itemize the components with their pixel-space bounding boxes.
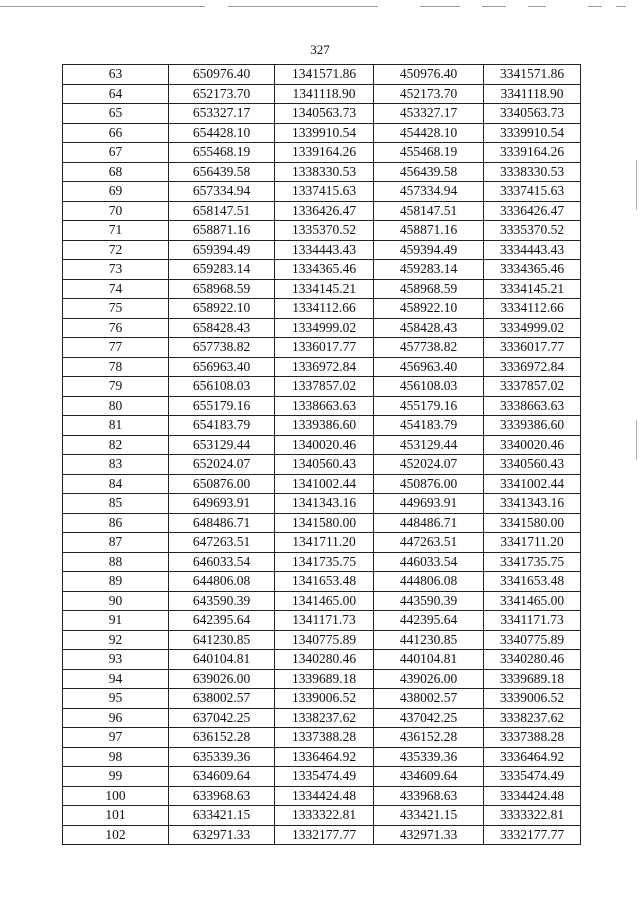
- coord-y1-cell: 1334112.66: [275, 299, 374, 319]
- coord-x2-cell: 458968.59: [374, 279, 484, 299]
- coord-x1-cell: 635339.36: [169, 747, 275, 767]
- coord-x2-cell: 439026.00: [374, 669, 484, 689]
- point-number-cell: 100: [63, 786, 169, 806]
- coord-x2-cell: 435339.36: [374, 747, 484, 767]
- table-row: [63, 767, 581, 787]
- coord-x1-cell: 633968.63: [169, 786, 275, 806]
- header-rule: [0, 6, 640, 7]
- coord-y1-cell: 1339164.26: [275, 143, 374, 163]
- coord-y2-cell: 3341171.73: [484, 611, 581, 631]
- table-row: [63, 396, 581, 416]
- table-row: [63, 182, 581, 202]
- scan-edge-mark: [636, 160, 637, 210]
- coord-y1-cell: 1337857.02: [275, 377, 374, 397]
- coord-x2-cell: 432971.33: [374, 825, 484, 845]
- table-row: [63, 357, 581, 377]
- point-number-cell: 101: [63, 806, 169, 826]
- coord-y1-cell: 1340280.46: [275, 650, 374, 670]
- table-row: [63, 455, 581, 475]
- table-row: [63, 669, 581, 689]
- table-row: [63, 474, 581, 494]
- point-number-cell: 67: [63, 143, 169, 163]
- point-number-cell: 68: [63, 162, 169, 182]
- table-row: [63, 123, 581, 143]
- coord-x1-cell: 659394.49: [169, 240, 275, 260]
- point-number-cell: 66: [63, 123, 169, 143]
- coord-y1-cell: 1334145.21: [275, 279, 374, 299]
- coord-x2-cell: 448486.71: [374, 513, 484, 533]
- coord-x1-cell: 657738.82: [169, 338, 275, 358]
- coord-y2-cell: 3336426.47: [484, 201, 581, 221]
- point-number-cell: 87: [63, 533, 169, 553]
- point-number-cell: 79: [63, 377, 169, 397]
- coord-y2-cell: 3339910.54: [484, 123, 581, 143]
- coord-x1-cell: 640104.81: [169, 650, 275, 670]
- coord-y2-cell: 3341580.00: [484, 513, 581, 533]
- point-number-cell: 73: [63, 260, 169, 280]
- table-row: [63, 572, 581, 592]
- coord-x2-cell: 436152.28: [374, 728, 484, 748]
- coord-y2-cell: 3341002.44: [484, 474, 581, 494]
- coord-x1-cell: 658147.51: [169, 201, 275, 221]
- point-number-cell: 81: [63, 416, 169, 436]
- coord-x1-cell: 632971.33: [169, 825, 275, 845]
- table-row: [63, 611, 581, 631]
- point-number-cell: 88: [63, 552, 169, 572]
- table-row: [63, 806, 581, 826]
- coord-y2-cell: 3334443.43: [484, 240, 581, 260]
- coord-y1-cell: 1341580.00: [275, 513, 374, 533]
- coord-x1-cell: 658871.16: [169, 221, 275, 241]
- coord-y2-cell: 3334365.46: [484, 260, 581, 280]
- table-row: [63, 318, 581, 338]
- point-number-cell: 76: [63, 318, 169, 338]
- table-row: [63, 786, 581, 806]
- coord-y1-cell: 1332177.77: [275, 825, 374, 845]
- coord-y2-cell: 3339164.26: [484, 143, 581, 163]
- coord-x2-cell: 453129.44: [374, 435, 484, 455]
- coord-x1-cell: 650876.00: [169, 474, 275, 494]
- coord-x2-cell: 449693.91: [374, 494, 484, 514]
- coord-y1-cell: 1335370.52: [275, 221, 374, 241]
- table-row: [63, 221, 581, 241]
- table-row: [63, 299, 581, 319]
- coord-x1-cell: 650976.40: [169, 65, 275, 85]
- point-number-cell: 89: [63, 572, 169, 592]
- coord-y2-cell: 3338330.53: [484, 162, 581, 182]
- table-row: [63, 513, 581, 533]
- coord-x2-cell: 444806.08: [374, 572, 484, 592]
- coord-y1-cell: 1339689.18: [275, 669, 374, 689]
- coord-x2-cell: 446033.54: [374, 552, 484, 572]
- coord-y2-cell: 3341343.16: [484, 494, 581, 514]
- coord-y2-cell: 3341653.48: [484, 572, 581, 592]
- coord-x1-cell: 648486.71: [169, 513, 275, 533]
- page-number: 327: [310, 42, 330, 57]
- point-number-cell: 78: [63, 357, 169, 377]
- coord-y2-cell: 3340020.46: [484, 435, 581, 455]
- point-number-cell: 75: [63, 299, 169, 319]
- table-row: [63, 162, 581, 182]
- coord-y2-cell: 3341711.20: [484, 533, 581, 553]
- point-number-cell: 72: [63, 240, 169, 260]
- point-number-cell: 90: [63, 591, 169, 611]
- point-number-cell: 96: [63, 708, 169, 728]
- table-row: [63, 65, 581, 85]
- coord-x1-cell: 653327.17: [169, 104, 275, 124]
- coord-x2-cell: 457334.94: [374, 182, 484, 202]
- coord-x2-cell: 438002.57: [374, 689, 484, 709]
- coord-y2-cell: 3338237.62: [484, 708, 581, 728]
- coord-y1-cell: 1341571.86: [275, 65, 374, 85]
- point-number-cell: 95: [63, 689, 169, 709]
- coord-y1-cell: 1335474.49: [275, 767, 374, 787]
- coord-x1-cell: 643590.39: [169, 591, 275, 611]
- coord-y2-cell: 3336464.92: [484, 747, 581, 767]
- coord-y2-cell: 3338663.63: [484, 396, 581, 416]
- coord-y1-cell: 1341735.75: [275, 552, 374, 572]
- coord-y1-cell: 1336464.92: [275, 747, 374, 767]
- coord-x1-cell: 658428.43: [169, 318, 275, 338]
- coord-y1-cell: 1339006.52: [275, 689, 374, 709]
- coord-x2-cell: 455179.16: [374, 396, 484, 416]
- point-number-cell: 63: [63, 65, 169, 85]
- point-number-cell: 70: [63, 201, 169, 221]
- table-row: [63, 84, 581, 104]
- coord-x2-cell: 459394.49: [374, 240, 484, 260]
- table-row: [63, 260, 581, 280]
- table-row: [63, 708, 581, 728]
- coord-x2-cell: 455468.19: [374, 143, 484, 163]
- coord-y1-cell: 1340560.43: [275, 455, 374, 475]
- point-number-cell: 80: [63, 396, 169, 416]
- coord-x2-cell: 441230.85: [374, 630, 484, 650]
- coord-x1-cell: 639026.00: [169, 669, 275, 689]
- coord-y1-cell: 1340775.89: [275, 630, 374, 650]
- coord-y1-cell: 1337415.63: [275, 182, 374, 202]
- coord-x2-cell: 450976.40: [374, 65, 484, 85]
- coordinates-table: [62, 64, 581, 845]
- coord-y2-cell: 3336972.84: [484, 357, 581, 377]
- coord-y1-cell: 1338237.62: [275, 708, 374, 728]
- coord-y2-cell: 3339386.60: [484, 416, 581, 436]
- table-row: [63, 494, 581, 514]
- point-number-cell: 82: [63, 435, 169, 455]
- coord-y2-cell: 3337388.28: [484, 728, 581, 748]
- coord-y1-cell: 1341118.90: [275, 84, 374, 104]
- coord-x1-cell: 652173.70: [169, 84, 275, 104]
- point-number-cell: 85: [63, 494, 169, 514]
- coord-y1-cell: 1334365.46: [275, 260, 374, 280]
- coord-x1-cell: 656963.40: [169, 357, 275, 377]
- coord-x2-cell: 458428.43: [374, 318, 484, 338]
- table-row: [63, 338, 581, 358]
- coord-y2-cell: 3335370.52: [484, 221, 581, 241]
- coord-y1-cell: 1340020.46: [275, 435, 374, 455]
- coord-y2-cell: 3341571.86: [484, 65, 581, 85]
- coord-y2-cell: 3339006.52: [484, 689, 581, 709]
- table-row: [63, 104, 581, 124]
- table-row: [63, 630, 581, 650]
- coord-y1-cell: 1341002.44: [275, 474, 374, 494]
- coord-y2-cell: 3340563.73: [484, 104, 581, 124]
- coord-x1-cell: 642395.64: [169, 611, 275, 631]
- coord-x1-cell: 655468.19: [169, 143, 275, 163]
- coord-x1-cell: 637042.25: [169, 708, 275, 728]
- coord-x2-cell: 453327.17: [374, 104, 484, 124]
- table-row: [63, 201, 581, 221]
- coord-y2-cell: 3334145.21: [484, 279, 581, 299]
- coord-x2-cell: 442395.64: [374, 611, 484, 631]
- coord-y1-cell: 1336426.47: [275, 201, 374, 221]
- point-number-cell: 92: [63, 630, 169, 650]
- coord-y2-cell: 3341735.75: [484, 552, 581, 572]
- coord-x1-cell: 655179.16: [169, 396, 275, 416]
- point-number-cell: 99: [63, 767, 169, 787]
- coord-x1-cell: 636152.28: [169, 728, 275, 748]
- table-row: [63, 435, 581, 455]
- coord-y2-cell: 3335474.49: [484, 767, 581, 787]
- coord-x1-cell: 641230.85: [169, 630, 275, 650]
- coord-y1-cell: 1341343.16: [275, 494, 374, 514]
- coord-x1-cell: 652024.07: [169, 455, 275, 475]
- coord-x1-cell: 653129.44: [169, 435, 275, 455]
- coord-y1-cell: 1334443.43: [275, 240, 374, 260]
- coord-x1-cell: 634609.64: [169, 767, 275, 787]
- coord-y2-cell: 3337415.63: [484, 182, 581, 202]
- coord-y2-cell: 3340280.46: [484, 650, 581, 670]
- coord-x1-cell: 649693.91: [169, 494, 275, 514]
- coord-x2-cell: 456108.03: [374, 377, 484, 397]
- table-row: [63, 533, 581, 553]
- coord-x1-cell: 658968.59: [169, 279, 275, 299]
- coord-x2-cell: 458147.51: [374, 201, 484, 221]
- coord-x2-cell: 452173.70: [374, 84, 484, 104]
- coord-y2-cell: 3341118.90: [484, 84, 581, 104]
- coord-x2-cell: 452024.07: [374, 455, 484, 475]
- coord-x2-cell: 450876.00: [374, 474, 484, 494]
- table-row: [63, 825, 581, 845]
- point-number-cell: 86: [63, 513, 169, 533]
- coord-x1-cell: 658922.10: [169, 299, 275, 319]
- scan-edge-mark: [636, 420, 637, 460]
- coord-y1-cell: 1337388.28: [275, 728, 374, 748]
- coord-y2-cell: 3334424.48: [484, 786, 581, 806]
- coord-x1-cell: 654428.10: [169, 123, 275, 143]
- coord-y2-cell: 3334999.02: [484, 318, 581, 338]
- coord-y2-cell: 3339689.18: [484, 669, 581, 689]
- point-number-cell: 71: [63, 221, 169, 241]
- table-row: [63, 728, 581, 748]
- coord-y1-cell: 1341171.73: [275, 611, 374, 631]
- point-number-cell: 91: [63, 611, 169, 631]
- coord-y2-cell: 3333322.81: [484, 806, 581, 826]
- coord-x2-cell: 454428.10: [374, 123, 484, 143]
- point-number-cell: 94: [63, 669, 169, 689]
- coord-x2-cell: 458871.16: [374, 221, 484, 241]
- coord-x2-cell: 440104.81: [374, 650, 484, 670]
- coord-x2-cell: 434609.64: [374, 767, 484, 787]
- coord-x1-cell: 633421.15: [169, 806, 275, 826]
- coord-y1-cell: 1334424.48: [275, 786, 374, 806]
- coord-x1-cell: 656108.03: [169, 377, 275, 397]
- coord-y2-cell: 3340560.43: [484, 455, 581, 475]
- coord-y2-cell: 3334112.66: [484, 299, 581, 319]
- point-number-cell: 77: [63, 338, 169, 358]
- table-row: [63, 747, 581, 767]
- coord-y1-cell: 1336972.84: [275, 357, 374, 377]
- coord-x1-cell: 657334.94: [169, 182, 275, 202]
- coord-x2-cell: 456439.58: [374, 162, 484, 182]
- point-number-cell: 97: [63, 728, 169, 748]
- coord-x1-cell: 647263.51: [169, 533, 275, 553]
- coord-x2-cell: 459283.14: [374, 260, 484, 280]
- coord-x1-cell: 644806.08: [169, 572, 275, 592]
- point-number-cell: 93: [63, 650, 169, 670]
- coord-y2-cell: 3336017.77: [484, 338, 581, 358]
- coord-x1-cell: 646033.54: [169, 552, 275, 572]
- table-row: [63, 650, 581, 670]
- table-row: [63, 143, 581, 163]
- table-row: [63, 377, 581, 397]
- coord-x2-cell: 457738.82: [374, 338, 484, 358]
- coord-y2-cell: 3332177.77: [484, 825, 581, 845]
- coord-x2-cell: 443590.39: [374, 591, 484, 611]
- coordinates-table-body: [63, 65, 581, 845]
- coord-y1-cell: 1338330.53: [275, 162, 374, 182]
- table-row: [63, 591, 581, 611]
- coord-x2-cell: 433421.15: [374, 806, 484, 826]
- coord-y1-cell: 1333322.81: [275, 806, 374, 826]
- coord-y2-cell: 3341465.00: [484, 591, 581, 611]
- point-number-cell: 102: [63, 825, 169, 845]
- coord-x1-cell: 659283.14: [169, 260, 275, 280]
- coord-x2-cell: 458922.10: [374, 299, 484, 319]
- coord-y1-cell: 1341465.00: [275, 591, 374, 611]
- coord-x2-cell: 447263.51: [374, 533, 484, 553]
- coord-x2-cell: 437042.25: [374, 708, 484, 728]
- coord-x1-cell: 638002.57: [169, 689, 275, 709]
- point-number-cell: 65: [63, 104, 169, 124]
- coord-y2-cell: 3337857.02: [484, 377, 581, 397]
- coord-y1-cell: 1341711.20: [275, 533, 374, 553]
- coord-x1-cell: 656439.58: [169, 162, 275, 182]
- coord-x1-cell: 654183.79: [169, 416, 275, 436]
- table-row: [63, 279, 581, 299]
- coord-y1-cell: 1339910.54: [275, 123, 374, 143]
- point-number-cell: 83: [63, 455, 169, 475]
- coord-y1-cell: 1336017.77: [275, 338, 374, 358]
- point-number-cell: 74: [63, 279, 169, 299]
- coord-x2-cell: 454183.79: [374, 416, 484, 436]
- coord-y1-cell: 1334999.02: [275, 318, 374, 338]
- point-number-cell: 69: [63, 182, 169, 202]
- table-row: [63, 689, 581, 709]
- coord-y1-cell: 1339386.60: [275, 416, 374, 436]
- point-number-cell: 98: [63, 747, 169, 767]
- coord-y2-cell: 3340775.89: [484, 630, 581, 650]
- point-number-cell: 84: [63, 474, 169, 494]
- table-row: [63, 552, 581, 572]
- table-row: [63, 240, 581, 260]
- coord-y1-cell: 1340563.73: [275, 104, 374, 124]
- coord-x2-cell: 456963.40: [374, 357, 484, 377]
- coord-x2-cell: 433968.63: [374, 786, 484, 806]
- table-row: [63, 416, 581, 436]
- coord-y1-cell: 1341653.48: [275, 572, 374, 592]
- coord-y1-cell: 1338663.63: [275, 396, 374, 416]
- point-number-cell: 64: [63, 84, 169, 104]
